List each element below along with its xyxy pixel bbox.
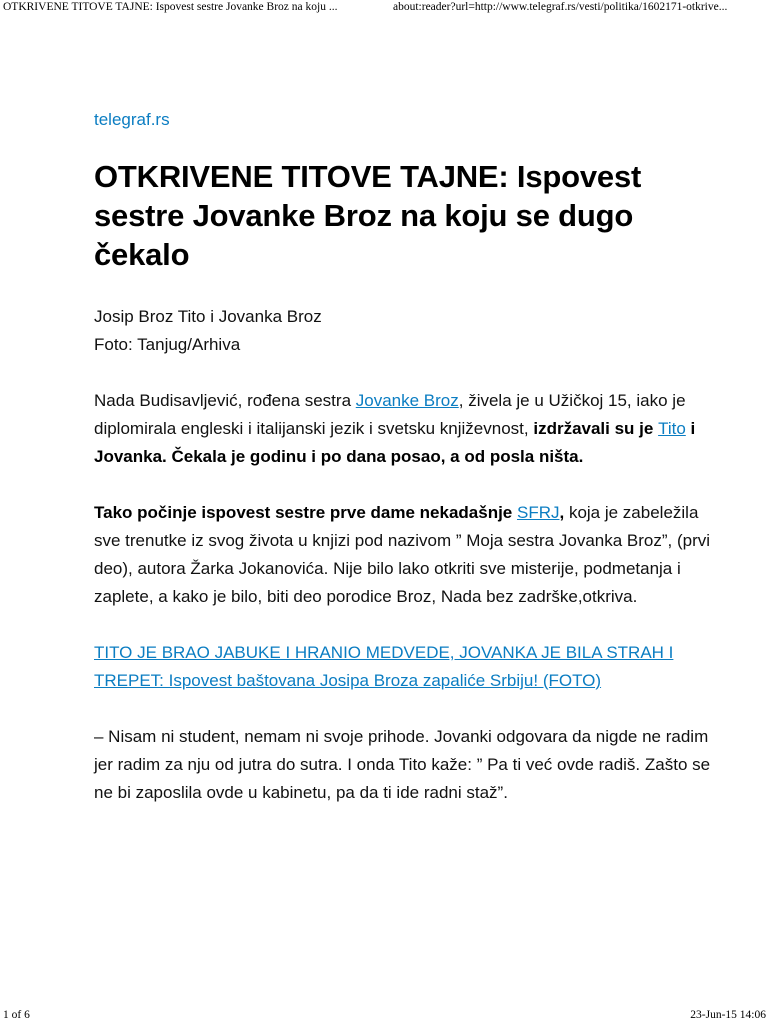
article-title: OTKRIVENE TITOVE TAJNE: Ispovest sestre Jovanke Broz na koju se dugo čekalo [94, 159, 642, 272]
page-number: 1 of 6 [3, 1009, 30, 1021]
paragraph-bold-text: izdržavali su je [533, 419, 659, 438]
paragraph-text: , živela je u Užičkoj 15, iako je diplomirala engleski i italijanski jezik i svetsku književnost, [94, 391, 686, 438]
paragraph-text: koja je zabeležila sve trenutke iz svog života u knjizi pod nazivom ” Moja sestra Jovanka Broz”, (prvi deo), autora Žarka Jokanovića. Nije bilo lako otkriti sve misterije, podmetanja i zaplete, a kako je bilo, biti deo porodice Broz, Nada bez zadrške,otkriva. [94, 503, 711, 606]
print-header-url: about:reader?url=http://www.telegraf.rs/vesti/politika/1602171-otkrive... [393, 1, 728, 13]
link-jovanke-broz[interactable]: Jovanke Broz [355, 391, 459, 410]
paragraph-bold-text: , [559, 503, 565, 522]
related-article-link[interactable]: TITO JE BRAO JABUKE I HRANIO MEDVEDE, JOVANKA JE BILA STRAH I TREPET: Ispovest baštovana Josipa Broza zapaliće Srbiju! (FOTO) [94, 643, 674, 690]
paragraph-text: Nada Budisavljević, rođena sestra [94, 391, 356, 410]
print-header-title: OTKRIVENE TITOVE TAJNE: Ispovest sestre Jovanke Broz na koju ... [3, 1, 338, 13]
paragraph-1 [94, 387, 714, 471]
image-caption [94, 303, 714, 359]
paragraph-bold-text: i Jovanka. Čekala je godinu i po dana posao, a od posla ništa. [94, 419, 696, 466]
link-tito[interactable]: Tito [658, 419, 686, 438]
print-footer [0, 1008, 768, 1024]
print-datetime: 23-Jun-15 14:06 [690, 1009, 766, 1021]
caption-credit: Foto: Tanjug/Arhiva [94, 335, 241, 354]
paragraph-bold-text: Tako počinje ispovest sestre prve dame nekadašnje [94, 503, 517, 522]
source-domain-link[interactable]: telegraf.rs [94, 110, 170, 129]
print-header [0, 0, 768, 16]
reader-content [94, 108, 714, 807]
related-article [94, 639, 714, 695]
paragraph-3: – Nisam ni student, nemam ni svoje prihode. Jovanki odgovara da nigde ne radim jer radim za nju od jutra do sutra. I onda Tito kaže: ” Pa ti već ovde radiš. Zašto se ne bi zaposlila ovde u kabinetu, pa da ti ide radni staž”. [94, 727, 711, 802]
paragraph-2 [94, 499, 714, 611]
caption-text: Josip Broz Tito i Jovanka Broz [94, 307, 322, 326]
link-sfrj[interactable]: SFRJ [516, 503, 560, 522]
